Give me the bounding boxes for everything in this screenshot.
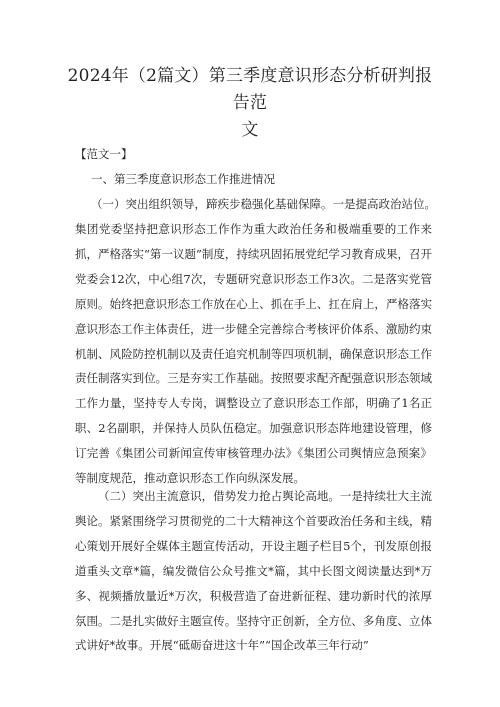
section-label: 【范文一】	[75, 147, 133, 161]
document-title	[60, 63, 440, 144]
body-paragraph-2: （二）突出主流意识，借势发力抢占舆论高地。一是持续壮大主流舆论。紧紧围绕学习贯彻党的二十大精神这个首要政治任务和主线，精心策划开展好全媒体主题宣传活动，开设主题子栏目5个，刊发原创报道重头文章*篇，编发微信公众号推文*篇，其中长图文阅读量达到*万多、视频播放量近*万次，积极营造了奋进新征程、建功新时代的浓厚氛围。二是扎实做好主题宣传。坚持守正创新，全方位、多角度、立体式讲好*故事。开展“砥砺奋进这十年”“国企改革三年行动”	[75, 489, 432, 653]
body-paragraph-1: 集团党委坚持把意识形态工作作为重大政治任务和极端重要的工作来抓，严格落实“第一议题”制度，持续巩固拓展党纪学习教育成果，召开党委会12次，中心组7次，专题研究意识形态工作3次。二是落实党管原则。始终把意识形态工作放在心上、抓在手上、扛在肩上，严格落实意识形态工作主体责任，进一步健全完善综合考核评价体系、激励约束机制、风险防控机制以及责任追究机制等四项机制，确保意识形态工作责任制落实到位。三是夯实工作基础。按照要求配齐配强意识形态领域工作力量，坚持专人专岗，调整设立了意识形态工作部，明确了1名正职、2名副职，并保持人员队伍稳定。加强意识形态阵地建设管理，修订完善《集团公司新闻宣传审核管理办法》《集团公司舆情应急预案》等制度规范，推动意识形态工作向纵深发展。	[75, 222, 432, 486]
section-heading: 一、第三季度意识形态工作推进情况	[91, 172, 275, 186]
title-line-2: 文	[241, 120, 259, 140]
title-line-1: 2024年（2篇文）第三季度意识形态分析研判报告范	[67, 66, 433, 113]
subsection-heading: （一）突出组织领导，蹄疾步稳强化基础保障。一是提高政治站位。	[91, 197, 436, 211]
